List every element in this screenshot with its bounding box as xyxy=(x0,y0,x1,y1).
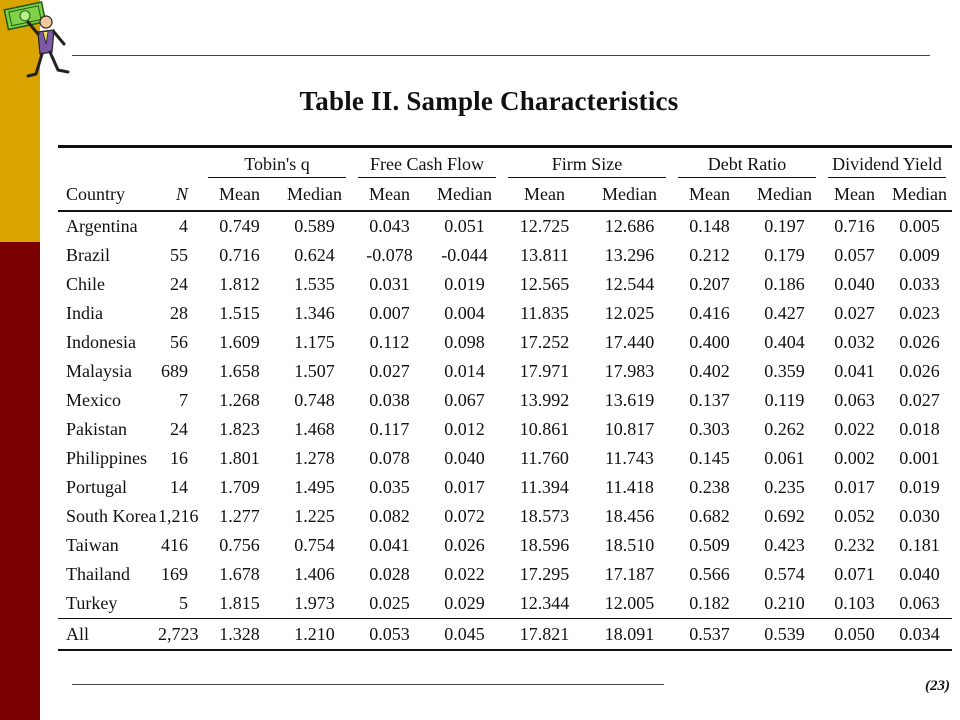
table-row xyxy=(58,211,952,241)
table-row xyxy=(58,531,952,560)
table-row xyxy=(58,270,952,299)
value-cell: 11.418 xyxy=(605,477,654,497)
value-cell: 12.025 xyxy=(604,303,655,323)
slide-title: Table II. Sample Characteristics xyxy=(299,86,679,116)
value-cell: 17.983 xyxy=(604,361,655,381)
value-cell: 13.811 xyxy=(520,245,569,265)
n-cell: 416 xyxy=(161,535,188,555)
value-cell: 0.416 xyxy=(689,303,730,323)
value-cell: 17.252 xyxy=(519,332,570,352)
column-header-mean: Mean xyxy=(352,178,427,211)
country-cell: Argentina xyxy=(66,216,138,236)
value-cell: 0.026 xyxy=(899,361,940,381)
value-cell: 0.018 xyxy=(899,419,940,439)
value-cell: 13.296 xyxy=(604,245,655,265)
n-cell: 1,216 xyxy=(158,506,199,526)
value-cell: 0.063 xyxy=(834,390,875,410)
value-cell: 17.821 xyxy=(502,619,587,651)
country-cell: Indonesia xyxy=(66,332,136,352)
value-cell: 1.406 xyxy=(294,564,335,584)
value-cell: 0.057 xyxy=(834,245,875,265)
value-cell: 0.574 xyxy=(764,564,805,584)
value-cell: 0.019 xyxy=(899,477,940,497)
value-cell: 0.212 xyxy=(689,245,730,265)
value-cell: 11.743 xyxy=(605,448,654,468)
value-cell: 17.440 xyxy=(604,332,655,352)
value-cell: 12.725 xyxy=(519,216,570,236)
n-cell: 28 xyxy=(170,303,188,323)
value-cell: 0.117 xyxy=(369,419,410,439)
n-cell: 14 xyxy=(170,477,188,497)
value-cell: 1.515 xyxy=(219,303,260,323)
n-cell: 24 xyxy=(170,274,188,294)
column-header-mean: Mean xyxy=(822,178,887,211)
table-row xyxy=(58,560,952,589)
value-cell: 0.716 xyxy=(219,245,260,265)
value-cell: 1.210 xyxy=(277,619,352,651)
value-cell: 11.394 xyxy=(520,477,569,497)
value-cell: 12.565 xyxy=(519,274,570,294)
value-cell: 0.303 xyxy=(689,419,730,439)
value-cell: 0.041 xyxy=(834,361,875,381)
value-cell: 0.027 xyxy=(899,390,940,410)
value-cell: 0.038 xyxy=(369,390,410,410)
value-cell: 0.232 xyxy=(834,535,875,555)
value-cell: 1.507 xyxy=(294,361,335,381)
value-cell: 18.573 xyxy=(519,506,570,526)
value-cell: 0.034 xyxy=(887,619,952,651)
value-cell: 0.402 xyxy=(689,361,730,381)
column-header-median: Median xyxy=(277,178,352,211)
n-cell: 169 xyxy=(161,564,188,584)
column-header-row xyxy=(58,178,952,211)
country-cell: Pakistan xyxy=(66,419,127,439)
value-cell: 1.277 xyxy=(219,506,260,526)
value-cell: 0.404 xyxy=(764,332,805,352)
country-cell: Portugal xyxy=(66,477,127,497)
value-cell: 0.210 xyxy=(764,593,805,613)
value-cell: 1.225 xyxy=(294,506,335,526)
country-cell: Brazil xyxy=(66,245,110,265)
value-cell: 1.801 xyxy=(219,448,260,468)
value-cell: 0.035 xyxy=(369,477,410,497)
n-cell: 689 xyxy=(161,361,188,381)
value-cell: 0.027 xyxy=(834,303,875,323)
value-cell: 13.992 xyxy=(519,390,570,410)
value-cell: 0.001 xyxy=(899,448,940,468)
value-cell: 10.861 xyxy=(519,419,570,439)
value-cell: 0.082 xyxy=(369,506,410,526)
value-cell: 1.658 xyxy=(219,361,260,381)
n-cell: 4 xyxy=(179,216,188,236)
column-header-country: Country xyxy=(58,178,158,211)
value-cell: 0.509 xyxy=(689,535,730,555)
value-cell: 0.262 xyxy=(764,419,805,439)
value-cell: 0.359 xyxy=(764,361,805,381)
value-cell: 1.823 xyxy=(219,419,260,439)
value-cell: 0.624 xyxy=(294,245,335,265)
value-cell: 0.179 xyxy=(764,245,805,265)
footer-rule xyxy=(72,684,664,685)
value-cell: 0.019 xyxy=(444,274,485,294)
value-cell: 18.596 xyxy=(519,535,570,555)
n-cell: 5 xyxy=(179,593,188,613)
value-cell: 18.510 xyxy=(604,535,655,555)
value-cell: 0.040 xyxy=(899,564,940,584)
value-cell: 0.103 xyxy=(834,593,875,613)
table-row xyxy=(58,589,952,619)
table-row xyxy=(58,357,952,386)
value-cell: 0.051 xyxy=(444,216,485,236)
group-header: Firm Size xyxy=(502,148,672,178)
value-cell: 1.175 xyxy=(294,332,335,352)
value-cell: 1.278 xyxy=(294,448,335,468)
value-cell: 0.589 xyxy=(294,216,335,236)
value-cell: 0.207 xyxy=(689,274,730,294)
column-header-mean: Mean xyxy=(202,178,277,211)
value-cell: 12.005 xyxy=(604,593,655,613)
value-cell: 1.709 xyxy=(219,477,260,497)
value-cell: 0.539 xyxy=(747,619,822,651)
money-person-icon xyxy=(2,0,74,82)
value-cell: 0.050 xyxy=(822,619,887,651)
value-cell: 1.495 xyxy=(294,477,335,497)
value-cell: 0.072 xyxy=(444,506,485,526)
table-row xyxy=(58,502,952,531)
value-cell: 0.061 xyxy=(764,448,805,468)
value-cell: 18.091 xyxy=(587,619,672,651)
value-cell: 0.007 xyxy=(369,303,410,323)
value-cell: 0.014 xyxy=(444,361,485,381)
value-cell: 0.078 xyxy=(369,448,410,468)
value-cell: 0.004 xyxy=(444,303,485,323)
value-cell: 0.235 xyxy=(764,477,805,497)
value-cell: 0.043 xyxy=(369,216,410,236)
value-cell: 0.566 xyxy=(689,564,730,584)
table-row xyxy=(58,328,952,357)
country-cell: Taiwan xyxy=(66,535,119,555)
value-cell: 1.815 xyxy=(219,593,260,613)
value-cell: 0.052 xyxy=(834,506,875,526)
value-cell: 0.137 xyxy=(689,390,730,410)
value-cell: 0.026 xyxy=(444,535,485,555)
table-row xyxy=(58,619,952,651)
value-cell: 0.537 xyxy=(672,619,747,651)
value-cell: 0.032 xyxy=(834,332,875,352)
group-header: Free Cash Flow xyxy=(352,148,502,178)
value-cell: 0.029 xyxy=(444,593,485,613)
value-cell: 12.686 xyxy=(604,216,655,236)
table-row xyxy=(58,444,952,473)
value-cell: 0.400 xyxy=(689,332,730,352)
value-cell: 0.026 xyxy=(899,332,940,352)
value-cell: 0.025 xyxy=(369,593,410,613)
value-cell: 0.045 xyxy=(427,619,502,651)
value-cell: 0.145 xyxy=(689,448,730,468)
column-header-mean: Mean xyxy=(502,178,587,211)
n-cell: 7 xyxy=(179,390,188,410)
value-cell: 0.017 xyxy=(444,477,485,497)
n-cell: 16 xyxy=(170,448,188,468)
value-cell: 0.027 xyxy=(369,361,410,381)
value-cell: 0.040 xyxy=(834,274,875,294)
value-cell: 0.756 xyxy=(219,535,260,555)
country-cell: Turkey xyxy=(66,593,118,613)
value-cell: 1.328 xyxy=(202,619,277,651)
group-header: Debt Ratio xyxy=(672,148,822,178)
n-cell: 24 xyxy=(170,419,188,439)
table-row xyxy=(58,386,952,415)
value-cell: 0.181 xyxy=(899,535,940,555)
country-cell: Thailand xyxy=(66,564,130,584)
header-rule xyxy=(72,55,930,56)
value-cell: 0.022 xyxy=(834,419,875,439)
table-body xyxy=(58,211,952,650)
value-cell: 1.535 xyxy=(294,274,335,294)
value-cell: 0.022 xyxy=(444,564,485,584)
value-cell: 0.197 xyxy=(764,216,805,236)
value-cell: 0.002 xyxy=(834,448,875,468)
value-cell: 17.187 xyxy=(604,564,655,584)
value-cell: 11.760 xyxy=(520,448,569,468)
country-cell: South Korea xyxy=(66,506,157,526)
value-cell: 11.835 xyxy=(520,303,569,323)
table-row xyxy=(58,241,952,270)
value-cell: 1.268 xyxy=(219,390,260,410)
table-row xyxy=(58,473,952,502)
column-header-median: Median xyxy=(427,178,502,211)
value-cell: 0.030 xyxy=(899,506,940,526)
value-cell: 0.186 xyxy=(764,274,805,294)
country-cell: Malaysia xyxy=(66,361,132,381)
value-cell: 0.182 xyxy=(689,593,730,613)
value-cell: 0.009 xyxy=(899,245,940,265)
country-cell: India xyxy=(66,303,103,323)
group-header-row xyxy=(58,148,952,178)
value-cell: -0.078 xyxy=(366,245,413,265)
column-header-n: N xyxy=(158,178,202,211)
value-cell: 0.067 xyxy=(444,390,485,410)
value-cell: 1.973 xyxy=(294,593,335,613)
value-cell: 0.017 xyxy=(834,477,875,497)
value-cell: 1.346 xyxy=(294,303,335,323)
country-cell: Chile xyxy=(66,274,105,294)
value-cell: 13.619 xyxy=(604,390,655,410)
n-cell: 2,723 xyxy=(158,619,202,651)
value-cell: 0.148 xyxy=(689,216,730,236)
n-cell: 56 xyxy=(170,332,188,352)
value-cell: 0.749 xyxy=(219,216,260,236)
value-cell: 0.682 xyxy=(689,506,730,526)
value-cell: 0.423 xyxy=(764,535,805,555)
sample-characteristics-table xyxy=(58,145,952,651)
value-cell: 0.748 xyxy=(294,390,335,410)
value-cell: 17.971 xyxy=(519,361,570,381)
value-cell: 18.456 xyxy=(604,506,655,526)
value-cell: 0.071 xyxy=(834,564,875,584)
value-cell: 0.033 xyxy=(899,274,940,294)
value-cell: 10.817 xyxy=(604,419,655,439)
group-header: Tobin's q xyxy=(202,148,352,178)
value-cell: 0.041 xyxy=(369,535,410,555)
value-cell: 0.053 xyxy=(352,619,427,651)
group-header: Dividend Yield xyxy=(822,148,952,178)
n-cell: 55 xyxy=(170,245,188,265)
column-header-median: Median xyxy=(747,178,822,211)
value-cell: 0.238 xyxy=(689,477,730,497)
table-row xyxy=(58,299,952,328)
column-header-mean: Mean xyxy=(672,178,747,211)
value-cell: 0.112 xyxy=(369,332,410,352)
country-cell: Philippines xyxy=(66,448,148,468)
value-cell: 0.119 xyxy=(764,390,805,410)
value-cell: 1.468 xyxy=(294,419,335,439)
sidebar-red-band xyxy=(0,242,40,720)
country-cell: Mexico xyxy=(66,390,121,410)
value-cell: 1.609 xyxy=(219,332,260,352)
value-cell: 0.754 xyxy=(294,535,335,555)
country-cell: All xyxy=(58,619,158,651)
value-cell: -0.044 xyxy=(441,245,488,265)
value-cell: 0.040 xyxy=(444,448,485,468)
value-cell: 0.012 xyxy=(444,419,485,439)
value-cell: 0.716 xyxy=(834,216,875,236)
value-cell: 0.031 xyxy=(369,274,410,294)
value-cell: 1.678 xyxy=(219,564,260,584)
page-number: (23) xyxy=(925,678,950,694)
value-cell: 0.005 xyxy=(899,216,940,236)
value-cell: 17.295 xyxy=(519,564,570,584)
value-cell: 0.098 xyxy=(444,332,485,352)
column-header-median: Median xyxy=(887,178,952,211)
value-cell: 0.028 xyxy=(369,564,410,584)
value-cell: 0.023 xyxy=(899,303,940,323)
value-cell: 0.692 xyxy=(764,506,805,526)
value-cell: 12.344 xyxy=(519,593,570,613)
column-header-median: Median xyxy=(587,178,672,211)
value-cell: 1.812 xyxy=(219,274,260,294)
value-cell: 0.427 xyxy=(764,303,805,323)
value-cell: 0.063 xyxy=(899,593,940,613)
value-cell: 12.544 xyxy=(604,274,655,294)
table-row xyxy=(58,415,952,444)
